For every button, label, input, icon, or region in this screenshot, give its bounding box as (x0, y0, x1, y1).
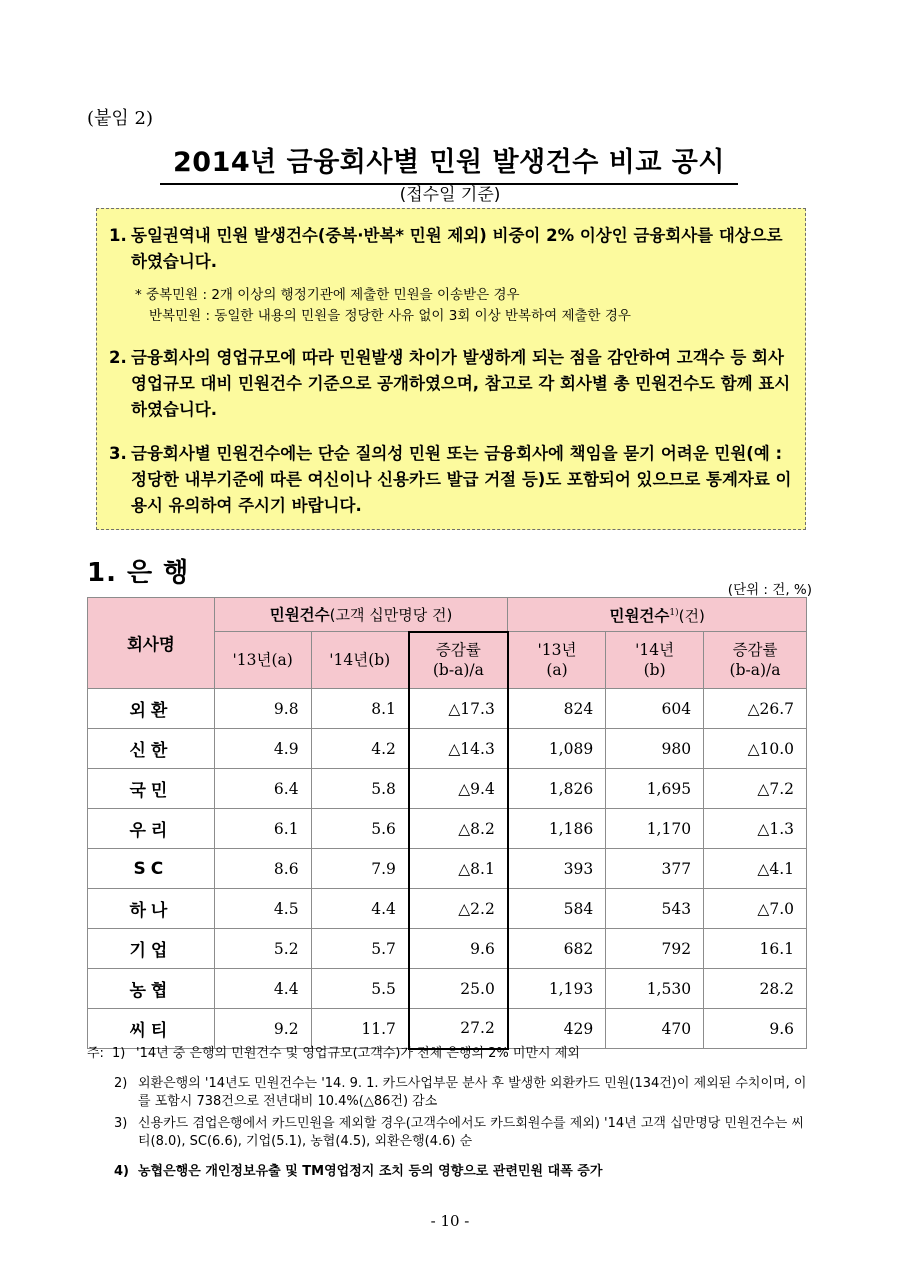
table-row (88, 849, 807, 889)
cell-crate: △7.0 (704, 889, 807, 929)
cell-rate: △8.2 (409, 809, 508, 849)
cell-a13: 9.2 (214, 1009, 311, 1049)
cell-b14: 5.8 (311, 769, 409, 809)
cell-rate: △17.3 (409, 689, 508, 729)
cell-ca13: 824 (508, 689, 606, 729)
cell-crate: △7.2 (704, 769, 807, 809)
notice-text: 금융회사의 영업규모에 따라 민원발생 차이가 발생하게 되는 점을 감안하여 고객수 등 회사 영업규모 대비 민원건수 기준으로 공개하였으며, 참고로 각 회사별 총 민원건수도 함께 표시하였습니다. (131, 348, 791, 419)
footnote-number: 3) (114, 1116, 128, 1131)
attachment-label: (붙임 2) (87, 108, 153, 129)
header-14-b: '14년(b) (311, 632, 409, 689)
footnote-1 (112, 1045, 812, 1063)
notice-number: 2. (109, 348, 127, 367)
cell-b14: 5.6 (311, 809, 409, 849)
unit-label: (단위 : 건, %) (727, 582, 812, 598)
bank-name: 기업 (88, 929, 215, 969)
cell-ca13: 584 (508, 889, 606, 929)
cell-cb14: 1,695 (606, 769, 704, 809)
footnote-text: '14년 중 은행의 민원건수 및 영업규모(고객수)가 전체 은행의 2% 미만시 제외 (136, 1046, 580, 1061)
notice-number: 3. (109, 444, 127, 463)
header-14 (606, 632, 704, 689)
cell-crate: 9.6 (704, 1009, 807, 1049)
header-rate-formula: (b-a)/a (729, 661, 781, 679)
cell-rate: 9.6 (409, 929, 508, 969)
header-group-title: 민원건수 (269, 605, 330, 625)
footnote-text: 외환은행의 '14년도 민원건수는 '14. 9. 1. 카드사업부문 분사 후 발생한 외환카드 민원(134건)이 제외된 수치이며, 이를 포함시 738건으로 전년대비 10.4%(△86건) 감소 (138, 1076, 807, 1109)
cell-b14: 7.9 (311, 849, 409, 889)
cell-cb14: 1,530 (606, 969, 704, 1009)
notice-item-1 (109, 223, 799, 275)
header-group-total (508, 598, 807, 632)
cell-rate: △8.1 (409, 849, 508, 889)
bank-name: 하나 (88, 889, 215, 929)
cell-crate: △26.7 (704, 689, 807, 729)
cell-ca13: 1,186 (508, 809, 606, 849)
header-13-a: '13년(a) (214, 632, 311, 689)
footnote-number: 4) (114, 1164, 129, 1179)
notice-text: 동일권역내 민원 발생건수(중복·반복* 민원 제외) 비중이 2% 이상인 금융회사를 대상으로 하였습니다. (131, 226, 783, 271)
cell-ca13: 1,089 (508, 729, 606, 769)
header-rate-title: 증감률 (732, 641, 778, 659)
cell-ca13: 393 (508, 849, 606, 889)
page-number: - 10 - (430, 1212, 470, 1230)
bank-name: 국민 (88, 769, 215, 809)
table-row (88, 689, 807, 729)
cell-b14: 4.2 (311, 729, 409, 769)
bank-name: 농협 (88, 969, 215, 1009)
footnote-text: 농협은행은 개인정보유출 및 TM영업정지 조치 등의 영향으로 관련민원 대폭 증가 (138, 1164, 603, 1179)
cell-ca13: 682 (508, 929, 606, 969)
bank-name: 씨티 (88, 1009, 215, 1049)
cell-rate: 27.2 (409, 1009, 508, 1049)
cell-cb14: 792 (606, 929, 704, 969)
notice-item-2 (109, 345, 799, 423)
cell-a13: 6.1 (214, 809, 311, 849)
cell-cb14: 980 (606, 729, 704, 769)
footnote-label: 주: (87, 1046, 104, 1061)
table-row (88, 889, 807, 929)
table-row (88, 969, 807, 1009)
cell-a13: 4.9 (214, 729, 311, 769)
cell-a13: 9.8 (214, 689, 311, 729)
notice-item-3 (109, 441, 799, 519)
cell-a13: 8.6 (214, 849, 311, 889)
page-subtitle: (접수일 기준) (399, 185, 501, 205)
notice-box (96, 208, 806, 530)
complaint-table (87, 597, 807, 1050)
table-row (88, 729, 807, 769)
cell-crate: △1.3 (704, 809, 807, 849)
header-rate-formula: (b-a)/a (432, 661, 484, 680)
header-label: (b) (643, 661, 666, 679)
table-row (88, 769, 807, 809)
section-title: 1. 은 행 (87, 558, 190, 588)
subnote-text: 반복민원 : 동일한 내용의 민원을 정당한 사유 없이 3회 이상 반복하여 제출한 경우 (149, 308, 631, 324)
subnote-duplicate (135, 285, 520, 306)
header-group-sub: (건) (678, 606, 705, 625)
table-row (88, 929, 807, 969)
cell-a13: 4.4 (214, 969, 311, 1009)
table-row (88, 809, 807, 849)
cell-cb14: 543 (606, 889, 704, 929)
page-title: 2014년 금융회사별 민원 발생건수 비교 공시 (160, 140, 738, 185)
cell-crate: 16.1 (704, 929, 807, 969)
cell-rate: △14.3 (409, 729, 508, 769)
header-year: '14년 (635, 641, 675, 659)
cell-a13: 4.5 (214, 889, 311, 929)
cell-rate: △9.4 (409, 769, 508, 809)
cell-crate: △10.0 (704, 729, 807, 769)
cell-rate: 25.0 (409, 969, 508, 1009)
bank-name: 우리 (88, 809, 215, 849)
footnote-4 (114, 1163, 814, 1181)
header-rate (409, 632, 508, 689)
bank-name: 외환 (88, 689, 215, 729)
cell-rate: △2.2 (409, 889, 508, 929)
cell-ca13: 1,193 (508, 969, 606, 1009)
footnote-text: 신용카드 겸업은행에서 카드민원을 제외할 경우(고객수에서도 카드회원수를 제외) '14년 고객 십만명당 민원건수는 씨티(8.0), SC(6.6), 기업(5.1), 농협(4.5), 외환은행(4.6) 순 (138, 1116, 804, 1149)
cell-b14: 4.4 (311, 889, 409, 929)
footnote-number: 1) (112, 1046, 126, 1061)
notice-number: 1. (109, 226, 127, 245)
cell-b14: 5.5 (311, 969, 409, 1009)
subnote-repeat (149, 306, 631, 327)
notice-text: 금융회사별 민원건수에는 단순 질의성 민원 또는 금융회사에 책임을 묻기 어려운 민원(예 : 정당한 내부기준에 따른 여신이나 신용카드 발급 거절 등)도 포함되어 있으므로 통계자료 이용시 유의하여 주시기 바랍니다. (131, 444, 792, 515)
bank-name: SC (88, 849, 215, 889)
cell-b14: 5.7 (311, 929, 409, 969)
header-company: 회사명 (88, 598, 215, 689)
header-group-per-customer (214, 598, 508, 632)
header-13 (508, 632, 606, 689)
cell-ca13: 429 (508, 1009, 606, 1049)
footnote-3 (114, 1115, 814, 1151)
subnote-text: * 중복민원 : 2개 이상의 행정기관에 제출한 민원을 이송받은 경우 (135, 287, 520, 303)
cell-a13: 6.4 (214, 769, 311, 809)
cell-cb14: 1,170 (606, 809, 704, 849)
cell-cb14: 377 (606, 849, 704, 889)
header-year: '13년 (537, 641, 577, 659)
cell-cb14: 470 (606, 1009, 704, 1049)
cell-b14: 8.1 (311, 689, 409, 729)
header-rate-title: 증감률 (435, 641, 481, 660)
cell-b14: 11.7 (311, 1009, 409, 1049)
bank-name: 신한 (88, 729, 215, 769)
header-rate-total (704, 632, 807, 689)
cell-cb14: 604 (606, 689, 704, 729)
header-group-sub: (고객 십만명당 건) (329, 606, 453, 625)
cell-crate: △4.1 (704, 849, 807, 889)
header-label: (a) (546, 661, 568, 679)
footnote-2 (114, 1075, 814, 1111)
header-group-title: 민원건수 (609, 605, 670, 625)
table-row (88, 1009, 807, 1049)
cell-a13: 5.2 (214, 929, 311, 969)
footnote-marker: 1) (669, 607, 679, 618)
cell-ca13: 1,826 (508, 769, 606, 809)
footnote-number: 2) (114, 1076, 128, 1091)
cell-crate: 28.2 (704, 969, 807, 1009)
